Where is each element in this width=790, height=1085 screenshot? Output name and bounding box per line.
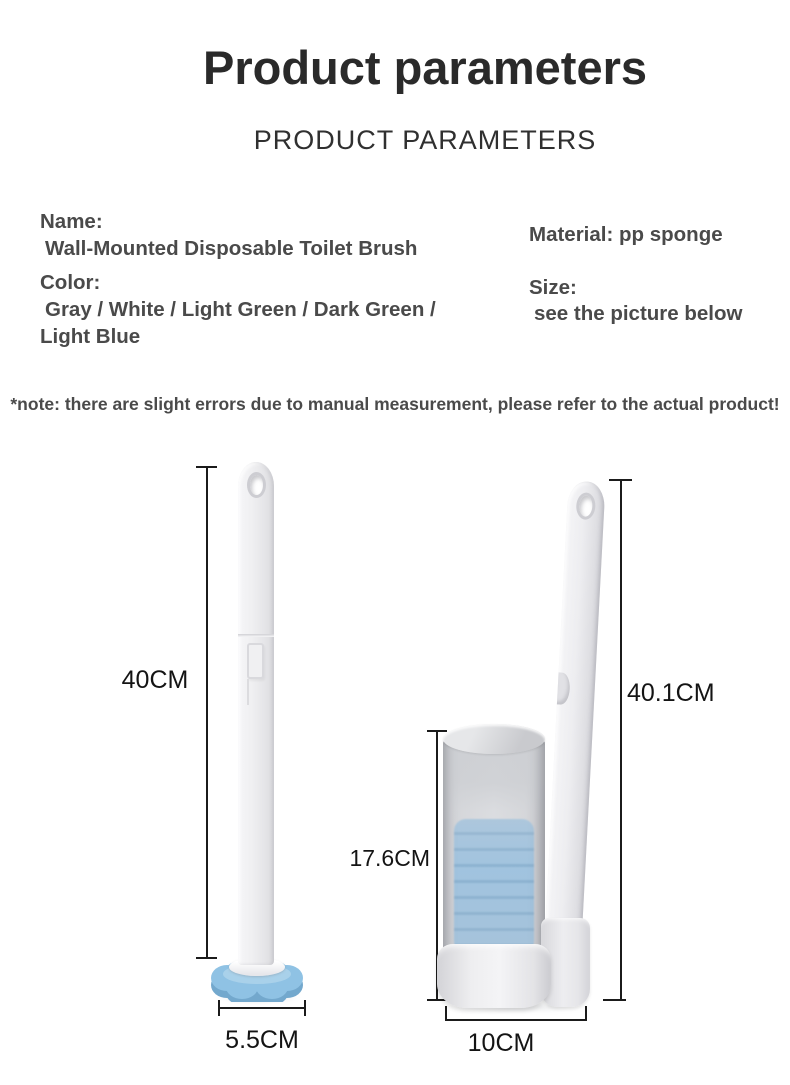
head-width-line-tick-right	[304, 1000, 306, 1016]
param-color-label: Color:	[40, 271, 101, 294]
handle-joint-line	[238, 634, 274, 637]
base-width-line	[446, 1019, 587, 1021]
param-size-label: Size:	[529, 276, 577, 299]
head-width-label: 5.5CM	[225, 1026, 299, 1054]
brush-height-line-tick-top	[196, 466, 217, 468]
handle-latch-line	[247, 679, 249, 705]
param-name-value: Wall-Mounted Disposable Toilet Brush	[45, 237, 418, 260]
container-height-line-tick-top	[427, 730, 447, 732]
base-width-label: 10CM	[467, 1029, 535, 1057]
brush-height-line-tick-bottom	[196, 957, 217, 959]
param-material: Material: pp sponge	[529, 223, 723, 246]
head-width-line	[219, 1007, 306, 1009]
param-color-value-line2: Light Blue	[40, 325, 141, 348]
param-color-value-line1: Gray / White / Light Green / Dark Green /	[45, 298, 436, 321]
handle-latch	[247, 643, 264, 679]
container-height-label: 17.6CM	[349, 845, 430, 871]
brush-handle-left	[238, 462, 274, 965]
hang-hole-right	[576, 492, 596, 520]
wall-unit-height-line-tick-bottom	[603, 999, 626, 1001]
params-right-column	[529, 222, 779, 327]
wall-unit-height-label: 40.1CM	[627, 679, 715, 707]
wall-unit-height-line	[620, 480, 622, 1000]
brush-height-line	[206, 467, 208, 959]
param-size-value: see the picture below	[534, 302, 743, 325]
container-frost-overlay	[443, 727, 545, 960]
spacer	[529, 248, 779, 275]
handle-flap-indent	[557, 672, 571, 705]
wall-base-cup	[437, 944, 551, 1008]
params-left-column	[40, 208, 500, 350]
page-title: Product parameters	[202, 41, 648, 94]
param-name-label: Name:	[40, 210, 103, 233]
page-subtitle: PRODUCT PARAMETERS	[253, 125, 597, 155]
hang-hole-left	[247, 472, 266, 498]
refill-container	[443, 727, 545, 960]
measurement-note: *note: there are slight errors due to manual measurement, please refer to the actual product!	[10, 394, 780, 414]
brush-handle-right	[544, 481, 606, 952]
container-top-cap	[443, 724, 545, 754]
wall-unit-height-line-tick-top	[609, 479, 632, 481]
spacer	[40, 262, 500, 269]
brush-height-label: 40CM	[121, 666, 189, 694]
